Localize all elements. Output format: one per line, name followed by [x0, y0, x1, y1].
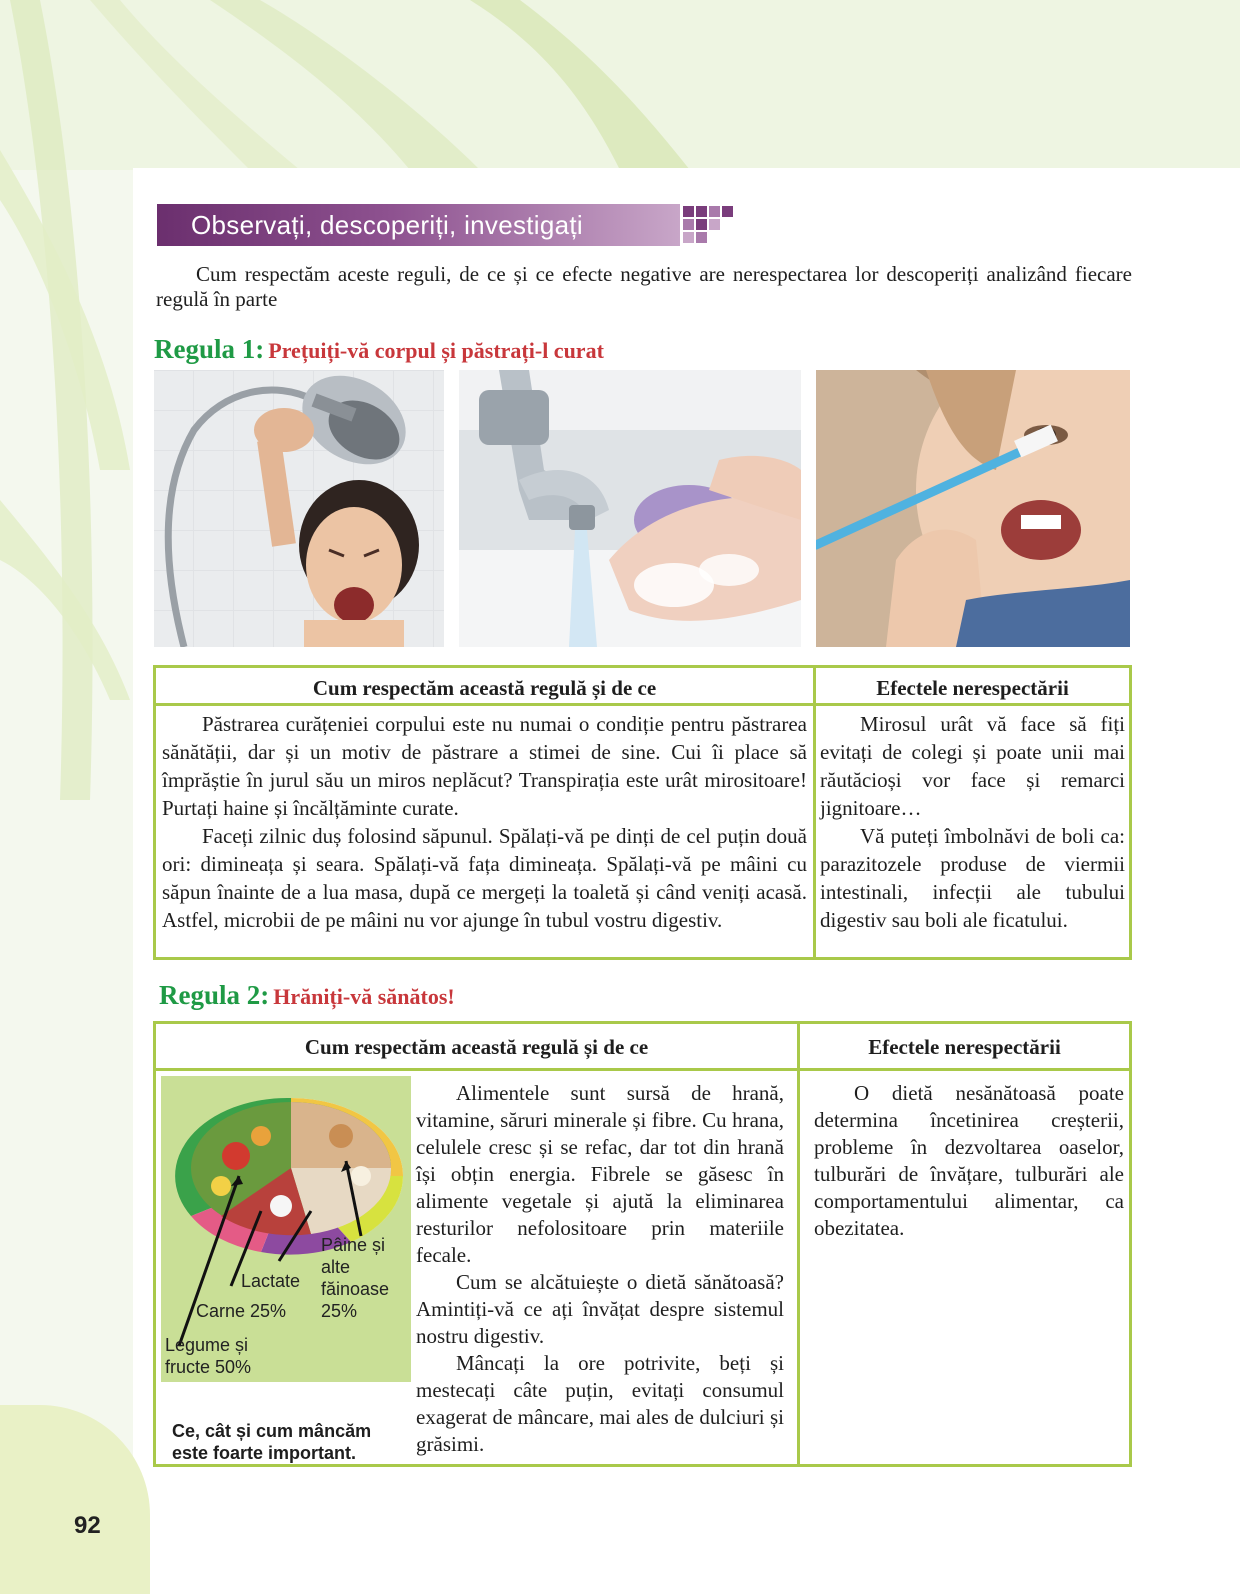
rule1-col2-header: Efectele nerespectării [876, 676, 1069, 700]
section-title: Observați, descoperiți, investigați [191, 210, 584, 240]
rule1-label: Regula 1: [154, 334, 265, 364]
section-header [157, 204, 680, 246]
rule2-col1-text [416, 1080, 784, 1458]
rule2-title [159, 980, 455, 1011]
rule1-col2-text [820, 710, 1125, 934]
page-number: 92 [74, 1512, 101, 1539]
rule1-col1-paragraph: Faceți zilnic duș folosind săpunul. Spălați-vă pe dinți de cel puțin două ori: dimineața și seara. Spălați-vă fața dimineața. Spălați-vă pe mâini cu săpun înainte de a lua masa, după ce mergeți la toaletă și când veniți acasă. Astfel, microbii de pe mâini nu vor ajunge în tubul vostru digestiv. [162, 824, 807, 932]
rule2-col1-paragraph: Mâncați la ore potrivite, beți și mestecați câte puțin, evitați consumul exagerat de mâncare, mai ales de dulciuri și grăsimi. [416, 1351, 784, 1456]
photo-shower [154, 370, 444, 647]
rule1-title [154, 334, 604, 365]
diagram-caption: Ce, cât și cum mâncăm este foarte important. [172, 1421, 372, 1463]
rule2-col1-paragraph: Cum se alcătuiește o dietă sănătoasă? Amintiți-vă ce ați învățat despre sistemul nostru digestiv. [416, 1270, 784, 1348]
rule2-col1-header: Cum respectăm această regulă și de ce [304, 1035, 649, 1059]
rule2-text: Hrăniți-vă sănătos! [273, 984, 455, 1009]
decorative-squares-icon [683, 206, 733, 246]
rule1-text: Prețuiți-vă corpul și păstrați-l curat [268, 338, 604, 363]
rule1-col1-paragraph: Păstrarea curățeniei corpului este nu numai o condiție pentru păstrarea sănătății, dar și un motiv de păstrare a stimei de sine. Cui îi place să împrăștie în jurul său un miros neplăcut? Transpirația este urât mirositoare! Purtați haine și încălțăminte curate. [162, 712, 807, 820]
diagram-label-meat: Carne 25% [196, 1301, 287, 1321]
diagram-label-bread: Pâine și alte făinoase 25% [321, 1235, 390, 1321]
rule2-col2-paragraph: O dietă nesănătoasă poate determina încetinirea creșterii, probleme în dezvoltarea oaselor, tulburări de învățare, tulburări ale comportamentului alimentar, ca obezitatea. [814, 1081, 1124, 1240]
rule2-label: Regula 2: [159, 980, 270, 1010]
rule1-col2-paragraph: Mirosul urât vă face să fiți evitați de colegi și poate unii mai răutăcioși vor face și remarci jignitoare… [820, 712, 1125, 820]
photo-toothbrush [816, 370, 1130, 647]
rule2-col2-header: Efectele nerespectării [868, 1035, 1061, 1059]
food-plate-diagram [161, 1076, 411, 1382]
rule1-col1-text [162, 710, 807, 934]
diagram-label-dairy: Lactate [241, 1271, 301, 1291]
photo-handwashing [459, 370, 801, 647]
rule2-col2-text [814, 1080, 1124, 1242]
rule1-col2-paragraph: Vă puteți îmbolnăvi de boli ca: parazitozele produse de viermii intestinali, infecții ale tubului digestiv sau boli ale ficatului. [820, 824, 1125, 932]
rule1-table [153, 665, 1132, 960]
intro-text: Cum respectăm aceste reguli, de ce și ce efecte negative are nerespectarea lor descoperiți analizând fiecare regulă în parte [156, 262, 1132, 311]
rule1-col1-header: Cum respectăm această regulă și de ce [312, 676, 657, 700]
diagram-label-veg: Legume și fructe 50% [165, 1335, 252, 1377]
rule2-col1-paragraph: Alimentele sunt sursă de hrană, vitamine, săruri minerale și fibre. Cu hrana, celulele cresc și se refac, dar tot din hrană își obțin energia. Fibrele se găsesc în alimente vegetale și ajută la eliminarea resturilor nefolositoare prin materiile fecale. [416, 1081, 784, 1267]
